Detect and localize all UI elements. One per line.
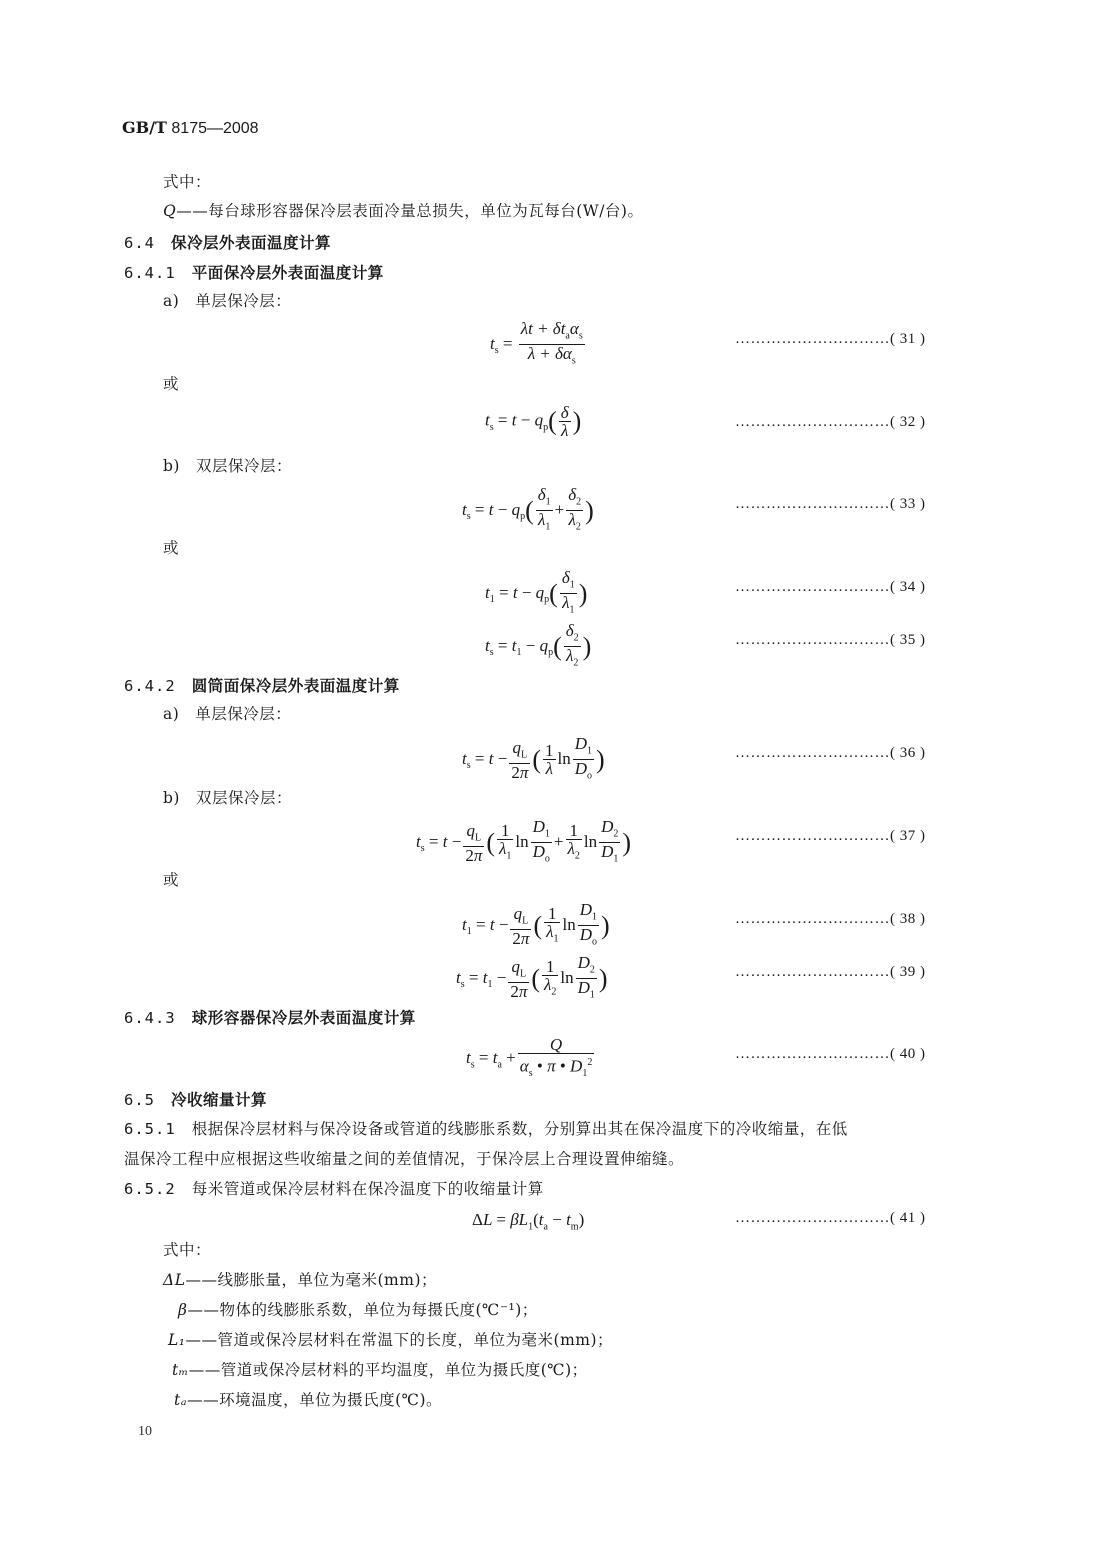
section-heading-6-4-2: [124, 674, 400, 696]
page-number: 10: [138, 1424, 152, 1439]
where-label: 式中：: [163, 173, 212, 191]
definition-symbol: Q: [163, 202, 177, 220]
equation-number-34: …………………………( 34 ): [735, 579, 926, 595]
equation-number-35: …………………………( 35 ): [735, 632, 926, 648]
equation-33: $t_s = t - q_p$( $\frac{\delta_1}{\lambda_1}$ + $\frac{\delta_2}{\lambda_2}$ ): [462, 486, 594, 536]
definition-beta: [178, 1300, 538, 1320]
equation-number-41: …………………………( 41 ): [735, 1210, 926, 1226]
definition-l1: [168, 1330, 613, 1350]
equation-37: $t_s = t$ − $\frac{q_L}{2\pi}$ ( $\frac{1}{\lambda_1}$ ln $\frac{D_1}{D_o}$ + $\frac{1}{\lambda_2}$ ln $\frac{D_2}{D_1}$ ): [416, 818, 631, 868]
standard-number: 8175—2008: [171, 120, 259, 137]
equation-number-38: …………………………( 38 ): [735, 911, 926, 927]
equation-number-36: …………………………( 36 ): [735, 745, 926, 761]
equation-31: $t_s$ = $\frac{\lambda t + \delta t_a\alpha_s}{\lambda + \delta\alpha_s}$: [490, 320, 587, 370]
definition-text: ——线膨胀量，单位为毫米(mm)；: [185, 1271, 437, 1289]
definition-text: ——每台球形容器保冷层表面冷量总损失，单位为瓦每台(W/台)。: [176, 202, 644, 220]
definition-tm: [172, 1360, 588, 1380]
paragraph-text: 每米管道或保冷层材料在保冷温度下的收缩量计算: [191, 1180, 544, 1198]
definition-delta-l: [163, 1270, 437, 1290]
section-number: 6.5.2: [124, 1180, 176, 1198]
section-number: 6.4.3: [124, 1009, 176, 1027]
definition-symbol: tₘ: [172, 1361, 189, 1379]
standard-code: GB/T: [122, 118, 167, 137]
equation-41: $\Delta L = \beta L_1(t_a - t_m)$: [472, 1210, 585, 1233]
equation-38: $t_1 = t$ − $\frac{q_L}{2\pi}$ ( $\frac{1}{\lambda_1}$ ln $\frac{D_1}{D_o}$ ): [462, 901, 610, 951]
equation-number-39: …………………………( 39 ): [735, 964, 926, 980]
definition-text: ——管道或保冷层材料的平均温度，单位为摄氏度(℃)；: [188, 1361, 588, 1379]
definition-symbol: L₁: [168, 1331, 186, 1349]
paragraph-6-5-1-line2: 温保冷工程中应根据这些收缩量之间的差值情况，于保冷层上合理设置伸缩缝。: [124, 1150, 685, 1168]
definition-text: ——环境温度，单位为摄氏度(℃)。: [187, 1391, 442, 1409]
section-number: 6.4: [124, 234, 155, 252]
equation-number-40: …………………………( 40 ): [735, 1046, 926, 1062]
definition-symbol: tₐ: [174, 1391, 188, 1409]
definition-q: [163, 201, 643, 221]
definition-text: ——物体的线膨胀系数，单位为每摄氏度(℃⁻¹)；: [187, 1301, 538, 1319]
section-title: 平面保冷层外表面温度计算: [191, 263, 384, 282]
section-title: 圆筒面保冷层外表面温度计算: [191, 676, 400, 695]
section-title: 保冷层外表面温度计算: [171, 233, 332, 252]
where-label: 式中：: [163, 1241, 212, 1259]
section-number: 6.4.2: [124, 677, 176, 695]
section-number: 6.5.1: [124, 1120, 176, 1138]
equation-36: $t_s = t$ − $\frac{q_L}{2\pi}$ ( $\frac{1}{\lambda}$ ln $\frac{D_1}{D_o}$ ): [462, 735, 605, 785]
section-heading-6-4: [124, 231, 331, 253]
definition-symbol: β: [178, 1301, 188, 1319]
equation-32: $t_s = t - q_p$( $\frac{\delta}{\lambda}$ ): [485, 403, 582, 440]
item-a-single-layer: a) 单层保冷层：: [163, 292, 292, 310]
or-label: 或: [163, 539, 180, 557]
or-label: 或: [163, 375, 180, 393]
equation-35: $t_s = t_1 - q_p$( $\frac{\delta_2}{\lambda_2}$ ): [485, 622, 591, 672]
item-b-double-layer: b) 双层保冷层：: [163, 457, 292, 475]
section-heading-6-4-3: [124, 1006, 416, 1028]
section-title: 球形容器保冷层外表面温度计算: [191, 1008, 416, 1027]
definition-symbol: ΔL: [163, 1271, 186, 1289]
equation-number-37: …………………………( 37 ): [735, 828, 926, 844]
equation-39: $t_s = t_1$ − $\frac{q_L}{2\pi}$ ( $\frac{1}{\lambda_2}$ ln $\frac{D_2}{D_1}$ ): [456, 954, 608, 1004]
item-b-double-layer: b) 双层保冷层：: [163, 789, 292, 807]
paragraph-6-5-1-line1: [124, 1119, 848, 1139]
paragraph-6-5-2: [124, 1179, 544, 1199]
section-title: 冷收缩量计算: [171, 1090, 268, 1109]
equation-number-32: …………………………( 32 ): [735, 414, 926, 430]
definition-ta: [174, 1390, 442, 1410]
equation-number-33: …………………………( 33 ): [735, 496, 926, 512]
equation-number-31: …………………………( 31 ): [735, 331, 926, 347]
section-heading-6-4-1: [124, 261, 384, 283]
item-a-single-layer: a) 单层保冷层：: [163, 705, 292, 723]
section-number: 6.4.1: [124, 264, 176, 282]
definition-text: ——管道或保冷层材料在常温下的长度，单位为毫米(mm)；: [185, 1331, 614, 1349]
or-label: 或: [163, 871, 180, 889]
paragraph-text: 根据保冷层材料与保冷设备或管道的线膨胀系数，分别算出其在保冷温度下的冷收缩量，在低: [191, 1120, 848, 1138]
equation-34: $t_1 = t - q_p$( $\frac{\delta_1}{\lambda_1}$ ): [485, 569, 587, 619]
equation-40: $t_s = t_a$ + $\frac{Q}{\alpha_s • \pi • D_1^2}$: [466, 1036, 596, 1082]
section-number: 6.5: [124, 1091, 155, 1109]
document-header: [122, 118, 259, 138]
section-heading-6-5: [124, 1088, 267, 1110]
